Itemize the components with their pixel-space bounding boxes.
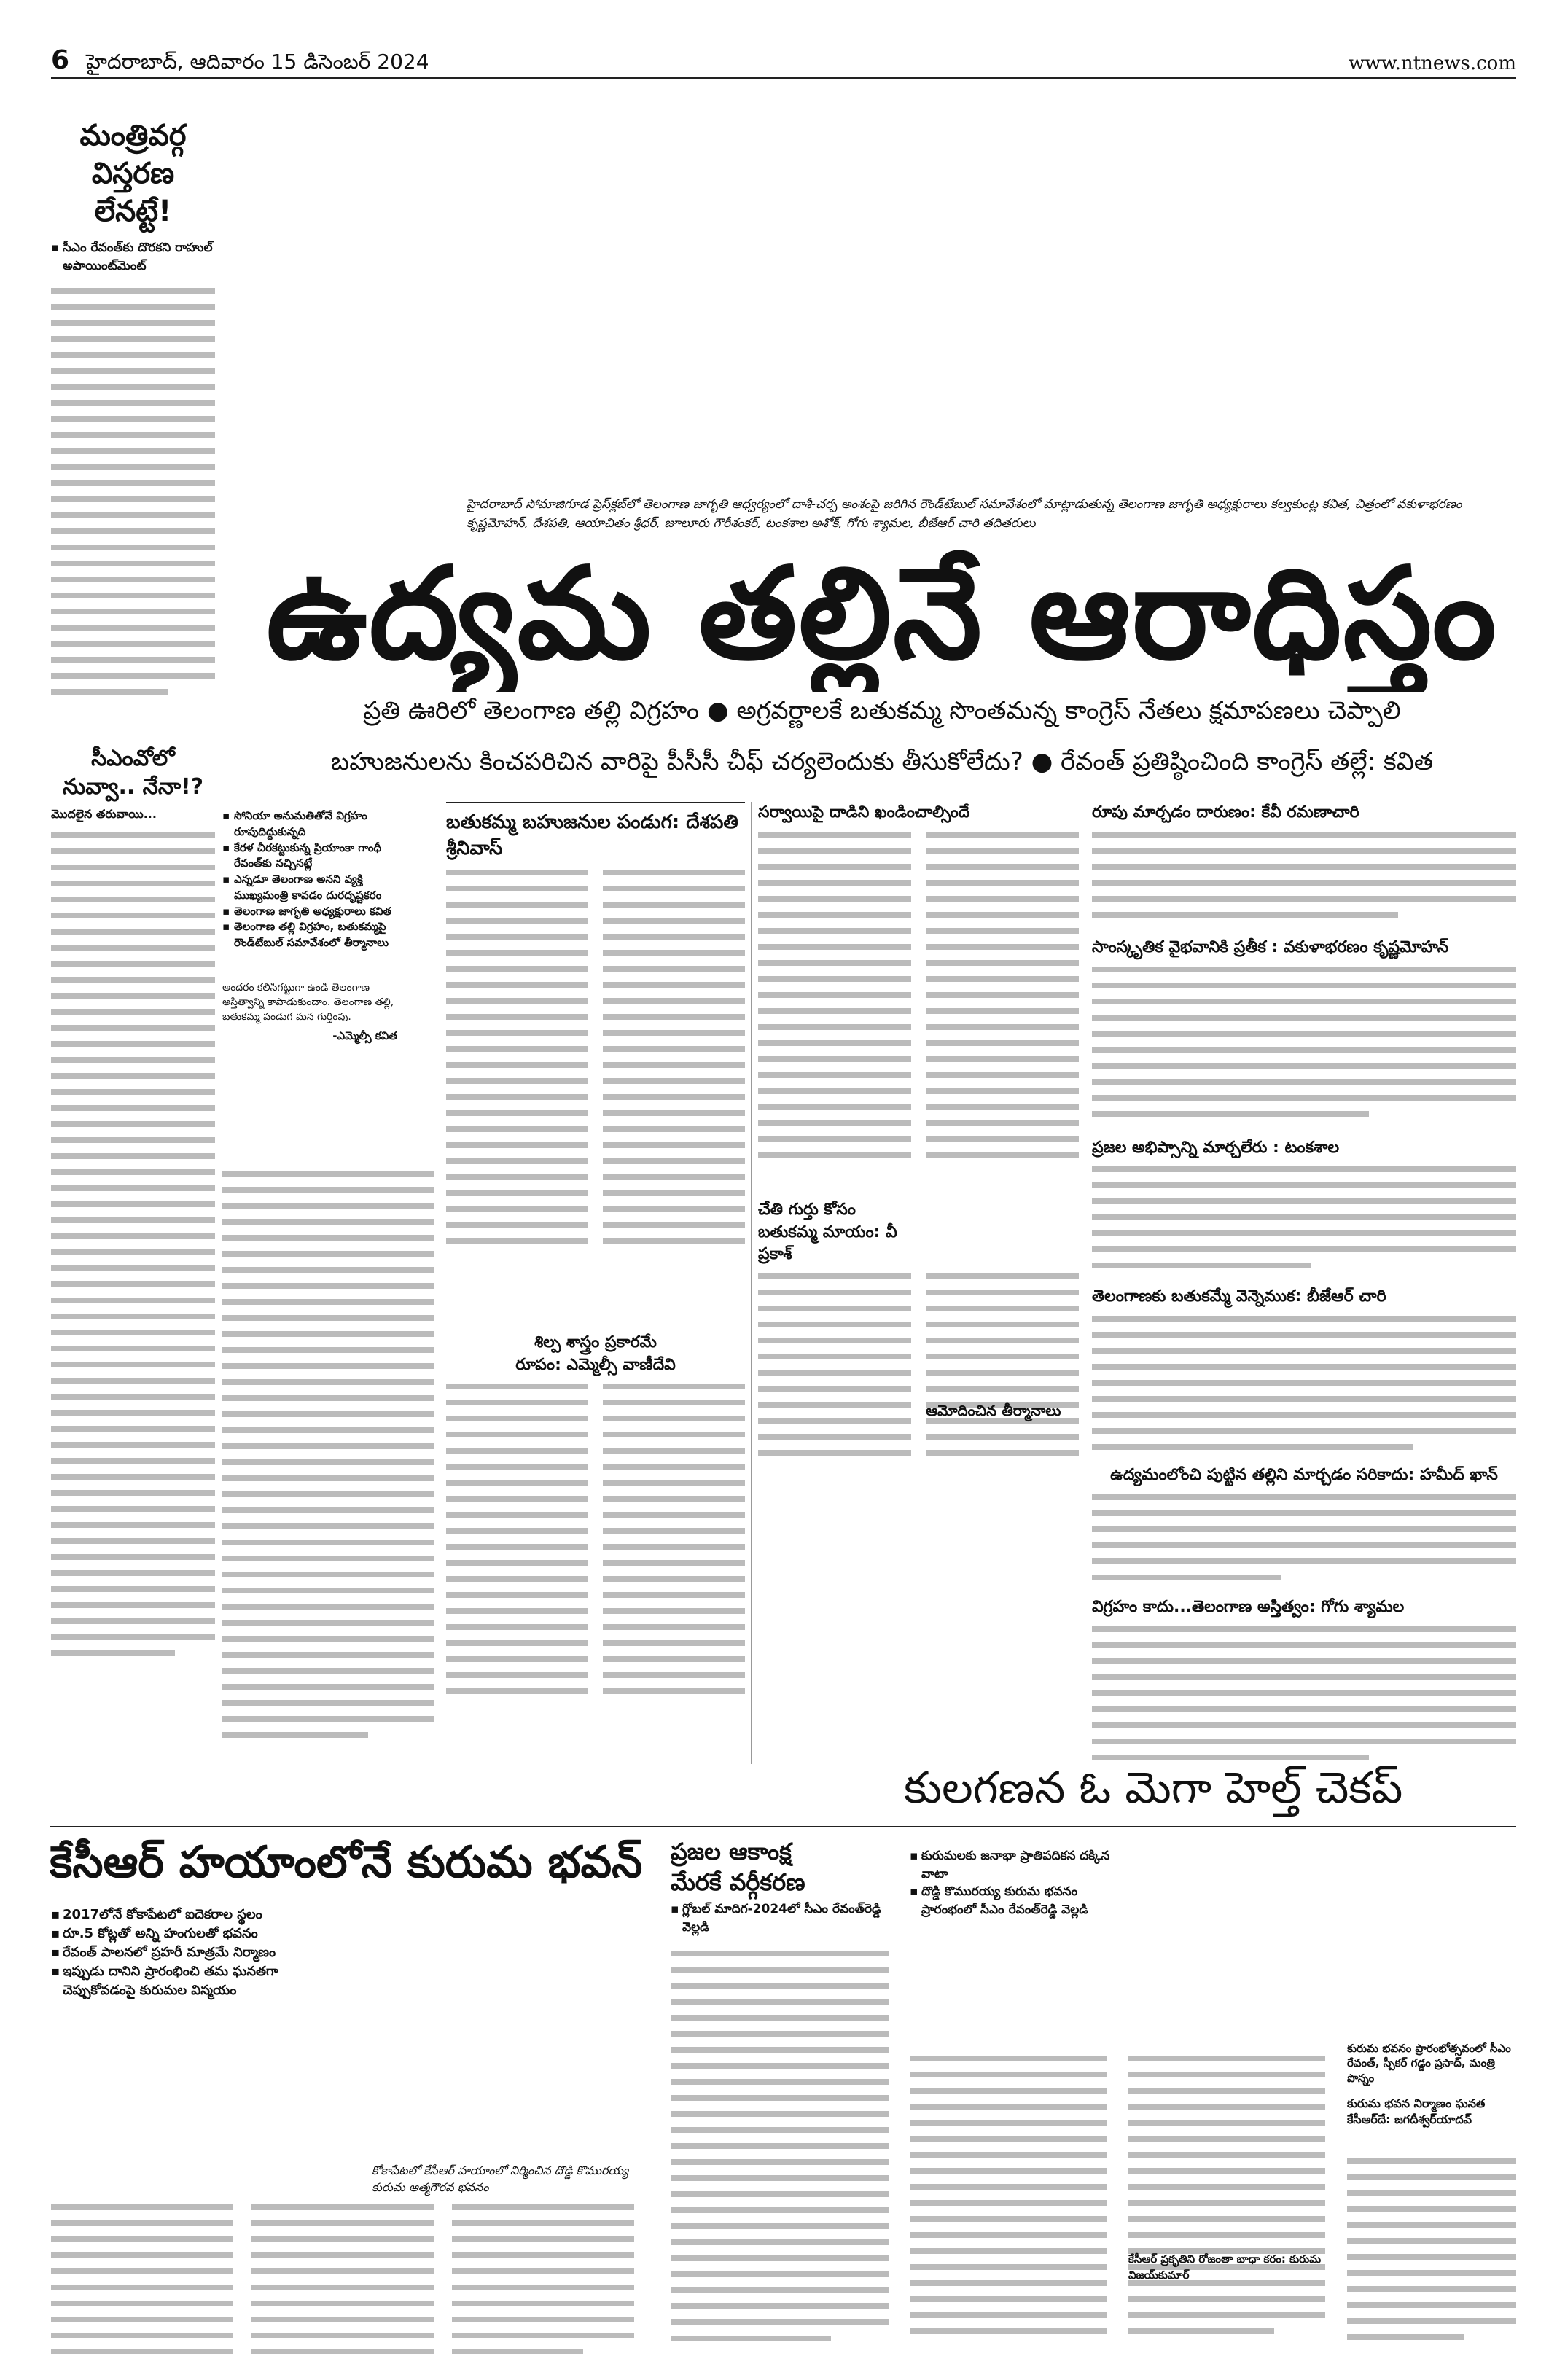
body-text-block bbox=[51, 282, 215, 719]
story-title-line: నువ్వా.. నేనా!? bbox=[62, 774, 204, 800]
section-heading: బతుకమ్మ బహుజనుల పండుగ: దేశపతి శ్రీనివాస్ bbox=[446, 802, 745, 862]
article-col-reactions bbox=[1092, 802, 1516, 1764]
bullet-item: ▪ ఇప్పుడు దానిని ప్రారంభించి తమ ఘనతగా చెప్పుకోవడంపై కురుమల విస్మయం bbox=[51, 1962, 284, 2000]
story-title-line: సీఎంవోలో bbox=[91, 746, 175, 772]
article-col-deshapati bbox=[446, 802, 745, 1764]
body-text-block bbox=[671, 1943, 889, 2366]
story-title-line: మేరకే వర్గీకరణ bbox=[671, 1868, 805, 1896]
body-text-block bbox=[51, 827, 215, 1687]
story-bullets bbox=[51, 239, 215, 275]
story-bullets bbox=[51, 1905, 284, 2000]
body-text-block bbox=[758, 824, 1079, 1174]
bullet-item: ▪ 2017లోనే కోకాపేటలో ఐదెకరాల స్థలం bbox=[51, 1905, 284, 1924]
bullet-item: ▪ రేవంత్ పాలనలో ప్రహరీ మాత్రమే నిర్మాణం bbox=[51, 1943, 284, 1962]
kurumabhavan-story bbox=[51, 1903, 649, 2369]
pull-quote: అందరం కలిసిగట్టుగా ఉండి తెలంగాణ అస్తిత్వాన్ని కాపాడుకుందాం. తెలంగాణ తల్లి, బతుకమ్మ పండుగ మన గుర్తింపు. bbox=[222, 981, 394, 1023]
story-title-line: విస్తరణ లేనట్టే! bbox=[91, 157, 175, 228]
story-bullets bbox=[910, 1847, 1128, 1919]
story-title-line: మంత్రివర్గ bbox=[79, 119, 187, 152]
section-heading: సర్వాయిపై దాడిని ఖండించాల్సిందే bbox=[758, 803, 970, 822]
story-cmo-rivalry bbox=[51, 744, 215, 1690]
story-bullets bbox=[671, 1900, 889, 1936]
body-text-block bbox=[1092, 1159, 1516, 1276]
body-text-block bbox=[1092, 1487, 1516, 1589]
story-cabinet-expansion bbox=[51, 117, 215, 722]
section-heading: చేతి గుర్తు కోసం బతుకమ్మ మాయం: వీ ప్రకాశ్ bbox=[758, 1200, 897, 1264]
section-heading: శిల్ప శాస్త్రం ప్రకారమే bbox=[534, 1333, 657, 1351]
body-text-block bbox=[1347, 2150, 1516, 2354]
body-text-block bbox=[1092, 1619, 1516, 1764]
sub-headline-1: ప్రతి ఊరిలో తెలంగాణ తల్లి విగ్రహం ● అగ్రవర్ణాలకే బతుకమ్మ సొంతమన్న కాంగ్రెస్ నేతలు క్షమాపణలు చెప్పాలి bbox=[363, 696, 1401, 725]
bullet-item: ▪ తెలంగాణ జాగృతి అధ్యక్షురాలు కవిత bbox=[222, 904, 397, 920]
section-heading: ఆమోదించిన తీర్మానాలు bbox=[926, 1402, 1061, 1420]
page-header bbox=[51, 45, 1516, 79]
body-text-block bbox=[446, 1376, 745, 1764]
body-text-block bbox=[446, 862, 745, 1271]
photo-caption: హైదరాబాద్ సోమాజిగూడ ప్రెస్‌క్లబ్‌లో తెలంగాణ జాగృతి ఆధ్వర్యంలో దాశీ-చర్చ అంశంపై జరిగిన రౌండ్‌టేబుల్ సమావేశంలో మాట్లాడుతున్న తెలంగాణ జాగృతి అధ్యక్షురాలు కల్వకుంట్ల కవిత, చిత్రంలో వకుళాభరణం కృష్ణమోహన్, దేశపతి, ఆయాచితం శ్రీధర్, జూలూరు గౌరీశంకర్, టంకశాల అశోక్, గోగు శ్యామల, బీజేఆర్ చారి తదితరులు bbox=[467, 497, 1462, 531]
body-text-block bbox=[910, 2048, 1332, 2354]
section-subheading: రూపం: ఎమ్మెల్సీ వాణీదేవి bbox=[515, 1355, 676, 1374]
bullet-item: ▪ తెలంగాణ తల్లి విగ్రహం, బతుకమ్మపై రౌండ్‌టేబుల్ సమావేశంలో తీర్మానాలు bbox=[222, 919, 397, 951]
story-title-line: ప్రజల ఆకాంక్ష bbox=[671, 1838, 792, 1865]
bullet-item: ▪ సోనియా అనుమతితోనే విగ్రహం రూపుదిద్దుకున్నది bbox=[222, 808, 397, 840]
bullet-item: ▪ సీఎం రేవంత్‌కు దొరకని రాహుల్ అపాయింట్‌మెంట్ bbox=[51, 239, 215, 275]
bullet-item: ▪ కేరళ చీరకట్టుకున్న ప్రియాంకా గాంధీ రేవంత్‌కు నచ్చినట్లే bbox=[222, 840, 397, 873]
key-points-box bbox=[222, 805, 397, 1155]
photo-caption: కురుమ భవనం ప్రారంభోత్సవంలో సీఎం రేవంత్, స్పీకర్ గడ్డం ప్రసాద్, మంత్రి పొన్నం bbox=[1347, 2042, 1511, 2085]
section-heading: తెలంగాణకు బతుకమ్మే వెన్నెముక: బీజేఆర్ చారి bbox=[1092, 1287, 1386, 1306]
page-number: 6 bbox=[51, 45, 70, 75]
body-text-block bbox=[51, 2197, 649, 2365]
praja-story bbox=[671, 1837, 889, 2376]
story-title bbox=[671, 1837, 889, 1897]
bullet-item: ▪ రూ.5 కోట్లతో అన్ని హంగులతో భవనం bbox=[51, 1924, 284, 1943]
section-heading: ప్రజల అభిప్సాన్ని మార్చలేరు : టంకశాల bbox=[1092, 1138, 1340, 1157]
story-title bbox=[51, 117, 215, 230]
body-text-block bbox=[758, 1266, 1079, 1485]
section-heading: కురుమ భవన నిర్మాణం ఘనత కేసీఆర్‌దే: జగదీశ్వర్‌యాదవ్ bbox=[1347, 2096, 1486, 2126]
story-title bbox=[51, 744, 215, 801]
bullet-item: ▪ గ్లోబల్ మాదిగ-2024లో సీఎం రేవంత్‌రెడ్డి వెల్లడి bbox=[671, 1900, 889, 1936]
body-text-block bbox=[222, 1166, 434, 1764]
kurumabhavan-body bbox=[51, 2164, 649, 2368]
left-column bbox=[51, 117, 215, 1830]
main-headline: ఉద్యమ తల్లినే ఆరాధిస్తం bbox=[266, 540, 1498, 688]
story-intro: మొదలైన తరువాయి... bbox=[51, 807, 157, 822]
body-text-block bbox=[1092, 959, 1516, 1127]
article-body-col-a bbox=[222, 1166, 434, 1764]
website-link[interactable]: www.ntnews.com bbox=[1348, 52, 1516, 74]
kulaganana-headline: కులగణన ఓ మెగా హెల్త్ చెకప్ bbox=[904, 1763, 1403, 1814]
key-points-list bbox=[222, 808, 397, 951]
bullet-item: ▪ కురుమలకు జనాభా ప్రాతిపదికన దక్కిన వాటా bbox=[910, 1847, 1128, 1883]
kulaganana-story bbox=[910, 1844, 1516, 2369]
sub-headline-2: బహుజనులను కించపరిచిన వారిపై పీసీసీ చీఫ్ చర్యలెందుకు తీసుకోలేదు? ● రేవంత్ ప్రతిష్ఠించింది కాంగ్రెస్ తల్లే: కవిత bbox=[330, 747, 1434, 776]
body-text-block bbox=[1092, 824, 1516, 926]
date-line: హైదరాబాద్, ఆదివారం 15 డిసెంబర్ 2024 bbox=[86, 50, 429, 74]
photo-caption: కోకాపేటలో కేసీఆర్ హయాంలో నిర్మించిన దొడ్డి కొమురయ్య కురుమ ఆత్మగౌరవ భవనం bbox=[372, 2164, 629, 2194]
section-heading: విగ్రహం కాదు...తెలంగాణ అస్తిత్వం: గోగు శ్యామల bbox=[1092, 1597, 1405, 1616]
bullet-item: ▪ దొడ్డి కొమురయ్య కురుమ భవనం ప్రారంభంలో సీఎం రేవంత్‌రెడ్డి వెల్లడి bbox=[910, 1883, 1128, 1919]
section-heading: సాంస్కృతిక వైభవానికి ప్రతీక : వకుళాభరణం కృష్ణమోహన్ bbox=[1092, 937, 1449, 956]
pull-quote-signature: -ఎమ్మెల్సీ కవిత bbox=[332, 1029, 397, 1042]
story-note: కేసీఆర్ ప్రకృతిని రోజంతా బాధా కరం: కురుమ విజయ్‌కుమార్ bbox=[1128, 2252, 1322, 2282]
section-divider bbox=[50, 1826, 1516, 1827]
body-text-block bbox=[1092, 1308, 1516, 1454]
section-heading: ఉద్యమంలోంచి పుట్టిన తల్లిని మార్చడం సరికాదు: హమీద్ ఖాన్ bbox=[1110, 1466, 1498, 1485]
column-divider bbox=[751, 802, 752, 1764]
kurumabhavan-headline: కేసీఆర్ హయాంలోనే కురుమ భవన్ bbox=[50, 1837, 643, 1888]
article-col-sarvai bbox=[758, 802, 1079, 1764]
bullet-item: ▪ ఎన్నడూ తెలంగాణ అనని వ్యక్తి ముఖ్యమంత్రి కావడం దురదృష్టకరం bbox=[222, 872, 397, 904]
section-heading: రూపు మార్చడం దారుణం: కేవీ రమణాచారి bbox=[1092, 803, 1359, 822]
